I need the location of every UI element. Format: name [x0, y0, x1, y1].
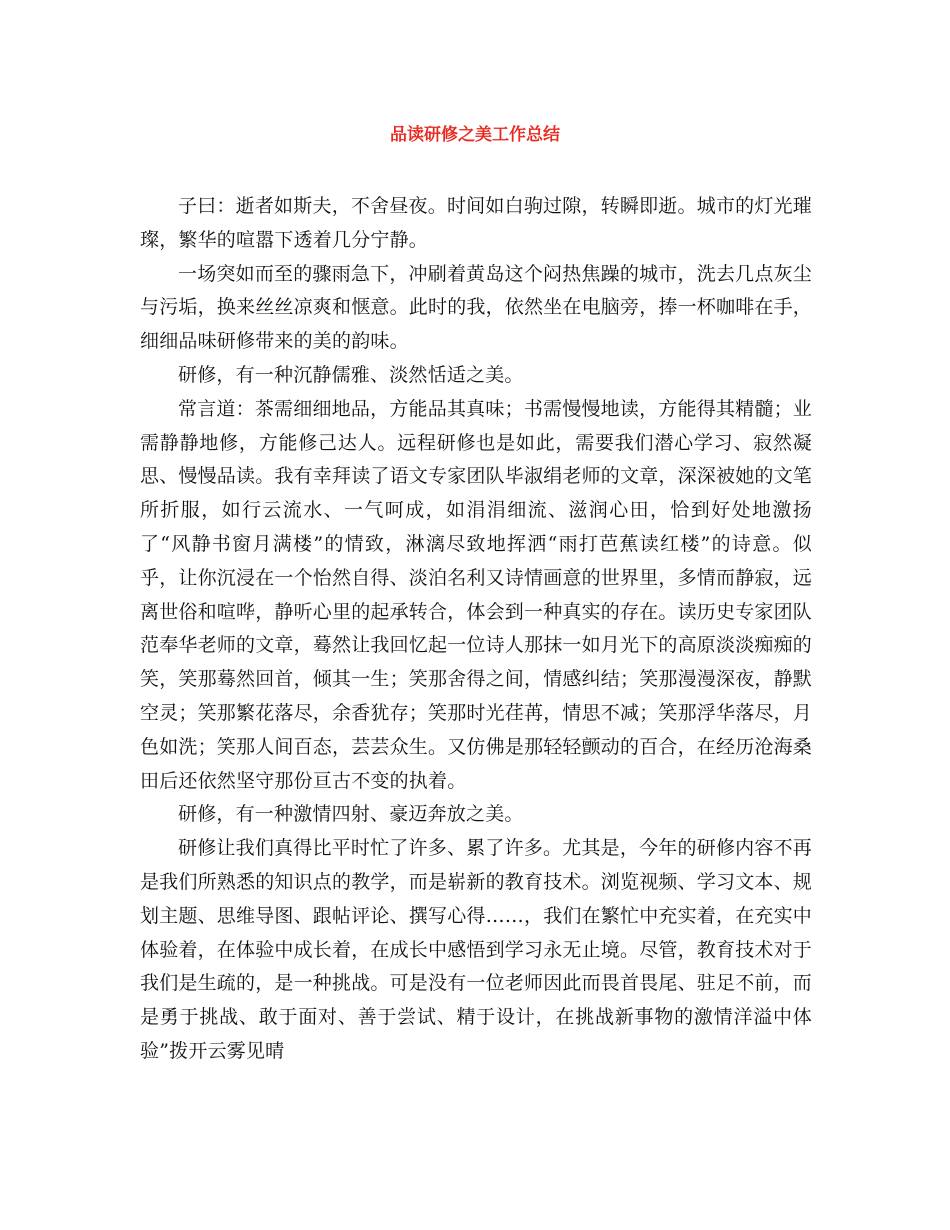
paragraph: 子曰：逝者如斯夫，不舍昼夜。时间如白驹过隙，转瞬即逝。城市的灯光璀璨，繁华的喧嚣下透着几分宁静。	[140, 195, 812, 251]
document-title: 品读研修之美工作总结	[390, 125, 560, 145]
paragraph: 研修，有一种激情四射、豪迈奔放之美。	[178, 803, 524, 826]
paragraph: 研修让我们真得比平时忙了许多、累了许多。尤其是，今年的研修内容不再是我们所熟悉的知识点的教学，而是崭新的教育技术。浏览视频、学习文本、规划主题、思维导图、跟帖评论、撰写心得……，我们在繁忙中充实着，在充实中体验着，在体验中成长着，在成长中感悟到学习永无止境。尽管，教育技术对于我们是生疏的，是一种挑战。可是没有一位老师因此而畏首畏尾、驻足不前，而是勇于挑战、敢于面对、善于尝试、精于设计，在挑战新事物的激情洋溢中体验”拨开云雾见晴	[140, 837, 813, 1062]
document-body	[140, 190, 812, 1069]
paragraph: 一场突如而至的骤雨急下，冲刷着黄岛这个闷热焦躁的城市，洗去几点灰尘与污垢，换来丝丝凉爽和惬意。此时的我，依然坐在电脑旁，捧一杯咖啡在手，细细品味研修带来的美的韵味。	[140, 262, 813, 353]
paragraph: 研修，有一种沉静儒雅、淡然恬适之美。	[178, 363, 524, 386]
paragraph: 常言道：茶需细细地品，方能品其真味；书需慢慢地读，方能得其精髓；业需静静地修，方能修己达人。远程研修也是如此，需要我们潜心学习、寂然凝思、慢慢品读。我有幸拜读了语文专家团队毕淑绢老师的文章，深深被她的文笔所折服，如行云流水、一气呵成，如涓涓细流、滋润心田，恰到好处地激扬了“风静书窗月满楼”的情致，淋漓尽致地挥洒“雨打芭蕉读红楼”的诗意。似乎，让你沉浸在一个怡然自得、淡泊名利又诗情画意的世界里，多情而静寂，远离世俗和喧哗，静听心里的起承转合，体会到一种真实的存在。读历史专家团队范奉华老师的文章，蓦然让我回忆起一位诗人那抹一如月光下的高原淡淡痴痴的笑，笑那蓦然回首，倾其一生；笑那舍得之间，情感纠结；笑那漫漫深夜，静默空灵；笑那繁花落尽，余香犹存；笑那时光荏苒，情思不减；笑那浮华落尽，月色如洗；笑那人间百态，芸芸众生。又仿佛是那轻轻颤动的百合，在经历沧海桑田后还依然坚守那份亘古不变的执着。	[140, 397, 813, 792]
